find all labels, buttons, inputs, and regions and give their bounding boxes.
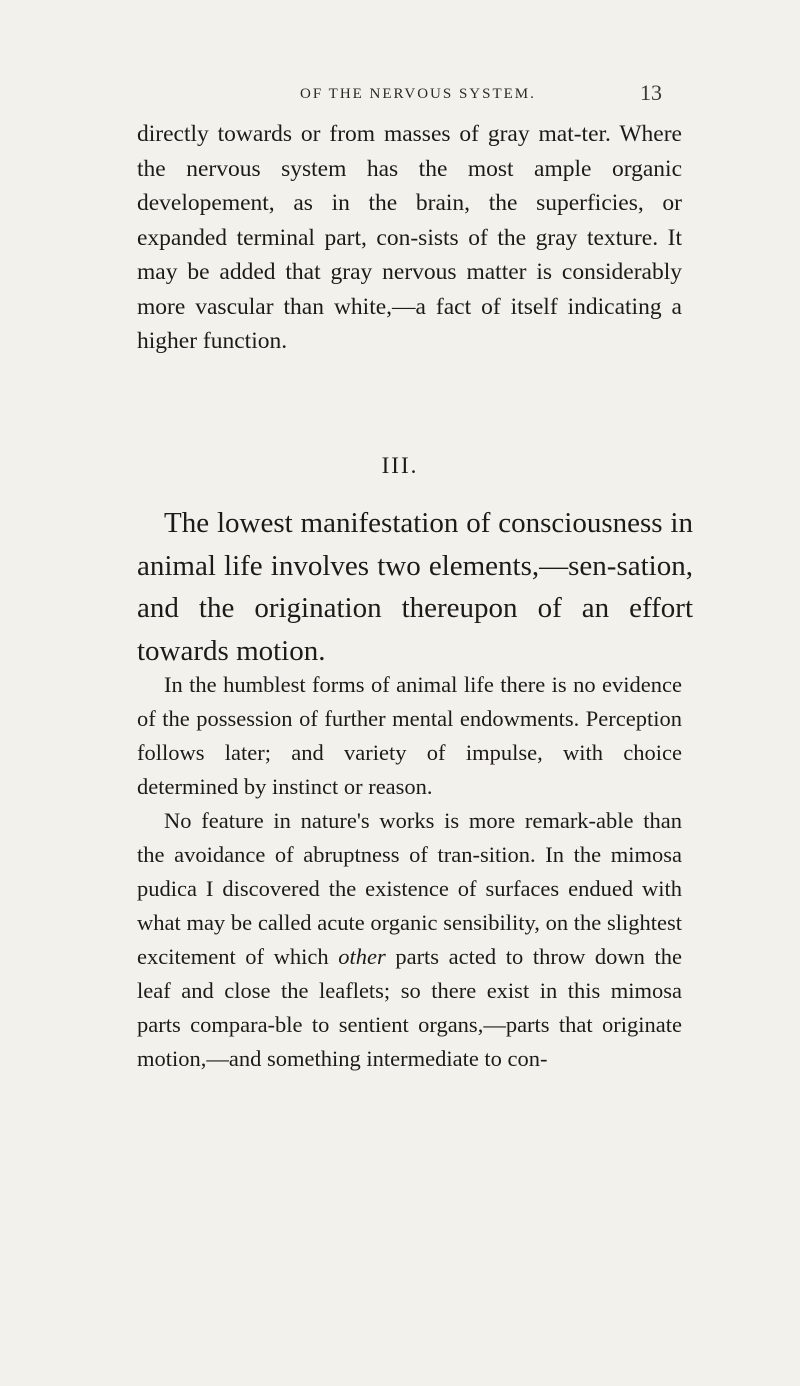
italic-word-other: other (338, 944, 386, 969)
section-thesis: The lowest manifestation of consciousness in animal life involves two elements,—sen-sation, and the origination thereupon of an effort towards motion. (137, 507, 693, 667)
section-numeral: III. (381, 453, 419, 478)
paragraph-mimosa (137, 804, 682, 1076)
paragraph-continued: directly towards or from masses of gray mat-ter. Where the nervous system has the most ample organic developement, as in the brain, the superficies, or expanded terminal part, con-sists of the gray texture. It may be added that gray nervous matter is considerably more vascular than white,—a fact of itself indicating a higher function. (137, 121, 682, 354)
paragraph-humblest-forms: In the humblest forms of animal life there is no evidence of the possession of further mental endowments. Perception follows later; and variety of impulse, with choice determined by instinct or reason. (137, 672, 682, 799)
paragraph-mimosa-text-2: parts acted to throw down the leaf and close the leaflets; so there exist in this mimosa parts compara-ble to sentient organs,—parts that originate motion,—and something intermediate to con- (137, 944, 682, 1071)
running-title: OF THE NERVOUS SYSTEM. (300, 86, 536, 102)
paragraph-mimosa-text-1: No feature in nature's works is more remark-able than the avoidance of abruptness of tran-sition. In the mimosa pudica I discovered the existence of surfaces endued with what may be called acute organic sensibility, on the slightest excitement of which (137, 808, 682, 969)
page-number: 13 (640, 80, 662, 105)
